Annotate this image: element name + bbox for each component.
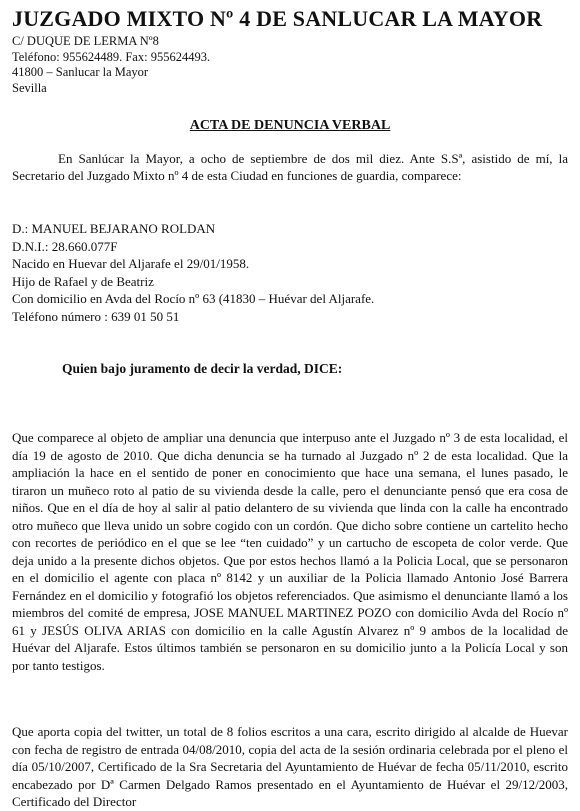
complainant-details [12, 220, 374, 325]
address-postal-city: 41800 – Sanlucar la Mayor [12, 65, 149, 79]
court-address-block [12, 34, 210, 96]
statement-paragraph-1: Que comparece al objeto de ampliar una denuncia que interpuso ante el Juzgado nº 3 de esta localidad, el día 19 de agosto de 2010. Que dicha denuncia se ha turnado al Juzgado nº 2 de esta localidad. Que la ampliación la hace en el sentido de poner en conocimiento que hace una semana, el lunes pasado, le tiraron un muñeco roto al patio de su vivienda desde la calle, pero el denunciante pensó que era cosa de niños. Que en el día de hoy al salir al patio delantero de su vivienda que linda con la calle ha encontrado otro muñeco que lleva unido un sobre cogido con un cordón. Que dicho sobre contiene un cartelito hecho con recortes de periódico en el que se lee “ten cuidado” y un cartucho de escopeta de color verde. Que deja unido a la presente dichos objetos. Que por estos hechos llamó a la Policia Local, que se personaron en el domicilio el agente con placa nº 8142 y un auxiliar de la Policia llamado Antonio José Barrera Fernández en el domicilio y fotografió los objetos referenciados. Que asimismo el denunciante llamó a los miembros del comité de empresa, JOSE MANUEL MARTINEZ POZO con domicilio Avda del Rocío nº 61 y JESÚS OLIVA ARIAS con domicilio en la calle Agustín Alvarez nº 9 ambos de la localidad de Huévar del Aljarafe. Estos últimos también se personaron en su domicilio junto a la Policía Local y son por tanto testigos. [12, 430, 568, 673]
complainant-dni: D.N.I.: 28.660.077F [12, 238, 118, 254]
complainant-parents: Hijo de Rafael y de Beatriz [12, 273, 154, 289]
oath-statement: Quien bajo juramento de decir la verdad, DICE: [62, 361, 343, 376]
complainant-phone: Teléfono número : 639 01 50 51 [12, 308, 180, 324]
complainant-birth: Nacido en Huevar del Aljarafe el 29/01/1958. [12, 256, 250, 271]
address-phone-fax: Teléfono: 955624489. Fax: 955624493. [12, 49, 211, 64]
complainant-name: D.: MANUEL BEJARANO ROLDAN [12, 221, 216, 236]
document-title: ACTA DE DENUNCIA VERBAL [189, 118, 391, 133]
statement-paragraph-2: Que aporta copia del twitter, un total de 8 folios escritos a una cara, escrito dirigido al alcalde de Huevar con fecha de registro de entrada 04/08/2010, copia del acta de la sesión ordinaria celebrada por el pleno el día 05/10/2007, Certificado de la Sra Secretaria del Ayuntamiento de Huévar de fecha 05/11/2010, escrito encabezado por Dª Carmen Delgado Ramos presentado en el Ayuntamiento de Huévar el 29/12/2003, Certificado del Director [12, 724, 568, 809]
address-province: Sevilla [12, 80, 47, 95]
complainant-address: Con domicilio en Avda del Rocío nº 63 (41830 – Huévar del Aljarafe. [12, 291, 375, 306]
intro-paragraph: En Sanlúcar la Mayor, a ocho de septiembre de dos mil diez. Ante S.Sª, asistido de mí, la Secretario del Juzgado Mixto nº 4 de esta Ciudad en funciones de guardia, comparece: [12, 151, 568, 183]
address-street: C/ DUQUE DE LERMA Nº8 [12, 34, 159, 48]
court-name-heading: JUZGADO MIXTO Nº 4 DE SANLUCAR LA MAYOR [12, 6, 543, 31]
